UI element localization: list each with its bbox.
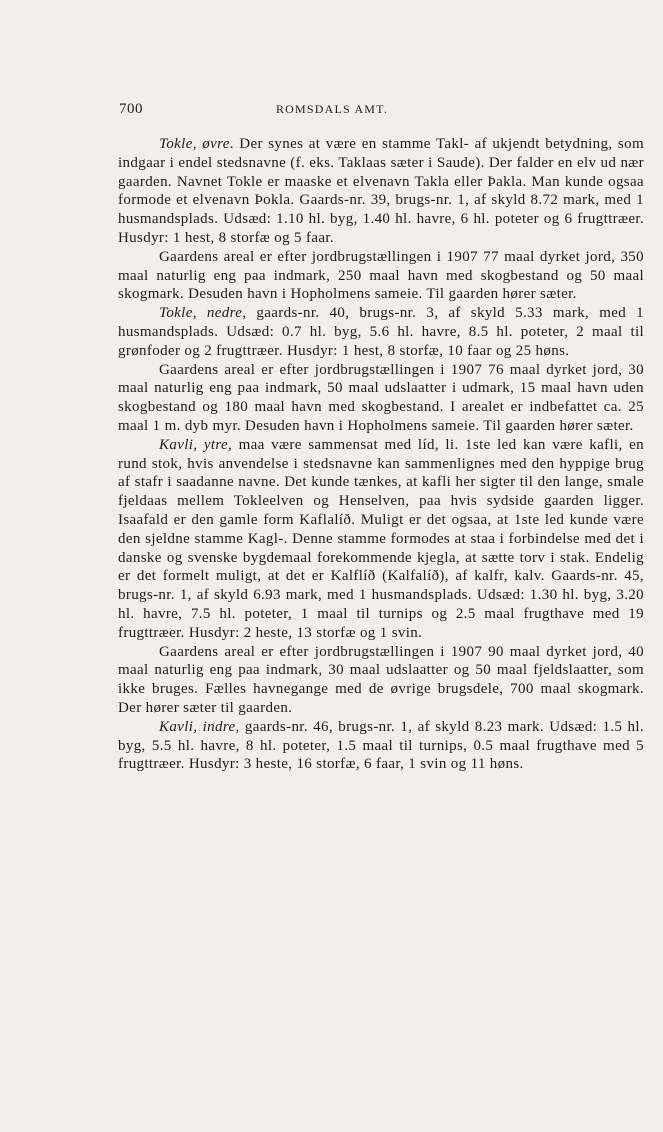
paragraph-tokle-nedre: [118, 304, 644, 360]
running-title: ROMSDALS AMT.: [275, 102, 389, 116]
page-header: [119, 101, 545, 123]
paragraph-kavli-ytre: [118, 436, 644, 643]
paragraph-text: Gaardens areal er efter jordbrugstællingen i 1907 76 maal dyrket jord, 30 maal naturlig eng paa indmark, 50 maal udslaatter i udmark, 15 maal havn uden skogbestand og 180 maal havn med skogbestand. I arealet er indbefattet ca. 25 maal 1 m. dyb myr. Desuden havn i Hopholmens sameie. Til gaarden hører sæter.: [118, 361, 644, 434]
entry-heading: Kavli, indre: [159, 718, 236, 735]
entry-heading: Tokle, øvre: [159, 136, 230, 152]
entry-heading: Tokle, nedre: [159, 305, 243, 322]
body-text: [118, 135, 644, 774]
paragraph-text: . Der synes at være en stamme Takl- af ukjendt betydning, som indgaar i endel stedsnavne (f. eks. Taklaas sæter i Saude). Der falder en elv ud nær gaarden. Navnet Tokle er maaske et elvenavn Takla eller Þakla. Man kunde ogsaa formode et elvenavn Þokla. Gaards-nr. 39, brugs-nr. 1, af skyld 8.72 mark, med 1 husmandsplads. Udsæd: 1.10 hl. byg, 1.40 hl. havre, 6 hl. poteter og 6 frugttræer. Husdyr: 1 hest, 8 storfæ og 5 faar.: [118, 136, 644, 246]
page-number: 700: [119, 101, 143, 117]
paragraph-areal-tokle-nedre: [118, 361, 644, 436]
paragraph-text: , gaards-nr. 46, brugs-nr. 1, af skyld 8.23 mark. Udsæd: 1.5 hl. byg, 5.5 hl. havre, 8 hl. poteter, 1.5 maal til turnips, 0.5 maal frugthave med 5 frugttræer. Husdyr: 3 heste, 16 storfæ, 6 faar, 1 svin og 11 høns.: [118, 718, 644, 773]
entry-heading: Kavli, ytre: [159, 436, 229, 453]
paragraph-text: Gaardens areal er efter jordbrugstællingen i 1907 90 maal dyrket jord, 40 maal naturlig eng paa indmark, 30 maal udslaatter og 50 maal fjeldslaatter, som ikke bruges. Fælles havnegange med de øvrige brugsdele, 700 maal skogmark. Der hører sæter til gaarden.: [118, 643, 644, 716]
paragraph-text: , gaards-nr. 40, brugs-nr. 3, af skyld 5.33 mark, med 1 husmandsplads. Udsæd: 0.7 hl. byg, 5.6 hl. havre, 8.5 hl. poteter, 2 maal til grønfoder og 2 frugttræer. Husdyr: 1 hest, 8 storfæ, 10 faar og 25 høns.: [118, 305, 645, 359]
paragraph-text: , maa være sammensat med líd, li. 1ste led kan være kafli, en rund stok, hvis anvendelse i stedsnavne kan sammenlignes med den hyppige brug af stafr i saadanne navne. Det kunde tænkes, at kafli her sigter til den lange, smale fjeldaas mellem Tokleelven og Henselven, paa hvis sydside gaarden ligger. Isaafald er den gamle form Kaflalíð. Muligt er det ogsaa, at 1ste led kunde være den sjeldne stamme Kagl-. Denne stamme formodes at staa i forbindelse med det i danske og svenske bygdemaal forekommende kjegla, at sætte torv i stak. Endelig er det formelt muligt, at det er Kalflíð (Kalfalíð), af kalfr, kalv. Gaards-nr. 45, brugs-nr. 1, af skyld 6.93 mark, med 1 husmandsplads. Udsæd: 1.30 hl. byg, 3.20 hl. havre, 7.5 hl. poteter, 1 maal til turnips og 2.5 maal frugthave med 19 frugttræer. Husdyr: 2 heste, 13 storfæ og 1 svin.: [118, 436, 644, 641]
paragraph-kavli-indre: [118, 718, 644, 774]
paragraph-text: Gaardens areal er efter jordbrugstællingen i 1907 77 maal dyrket jord, 350 maal naturlig eng paa indmark, 250 maal havn med skogbestand og 50 maal skogmark. Desuden havn i Hopholmens sameie. Til gaarden hører sæter.: [118, 248, 644, 303]
paragraph-areal-tokle-ovre: [118, 248, 644, 304]
paragraph-areal-kavli-ytre: [118, 643, 644, 718]
paragraph-tokle-ovre: [118, 135, 644, 248]
